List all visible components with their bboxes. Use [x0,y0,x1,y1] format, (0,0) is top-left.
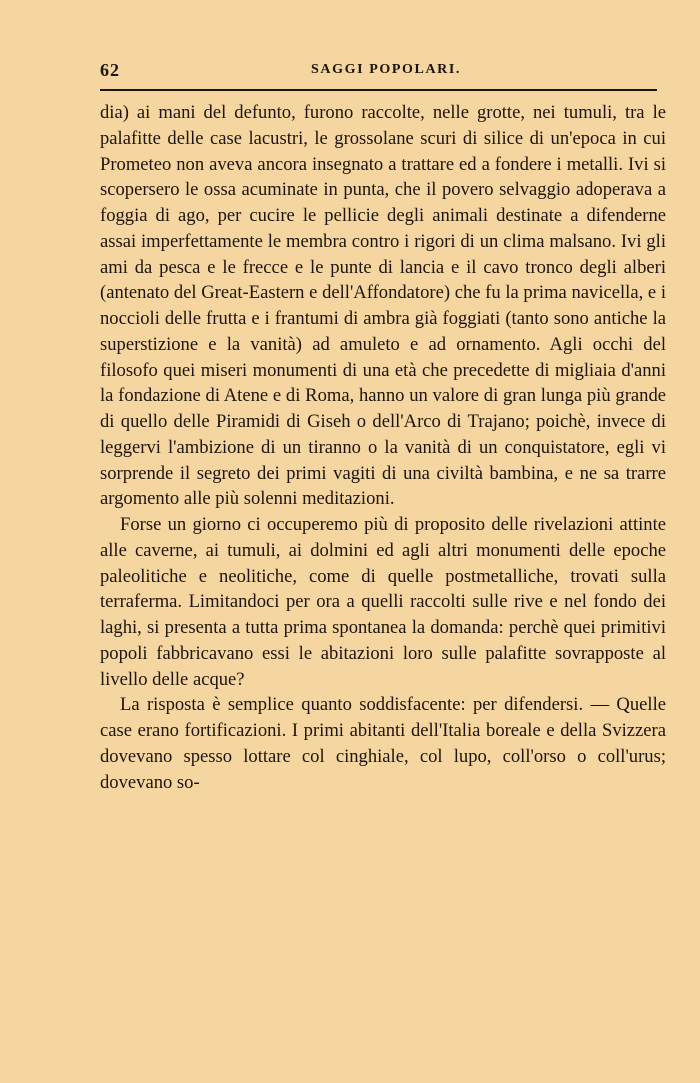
page-number: 62 [100,60,120,80]
paragraph: dia) ai mani del defunto, furono raccolte, nelle grotte, nei tumuli, tra le palafitte delle case lacustri, le grossolane scuri di silice di un'epoca in cui Prometeo non aveva ancora insegnato a trattare ed a fondere i metalli. Ivi si scopersero le ossa acuminate in punta, che il povero selvaggio adoperava a foggia di ago, per cucire le pellicie degli animali destinate a difenderne assai imperfettamente le membra contro i rigori di un clima malsano. Ivi gli ami da pesca e le frecce e le punte di lancia e il cavo tronco degli alberi (antenato del Great-Eastern e dell'Affondatore) che fu la prima navicella, e i noccioli delle frutta e i frantumi di ambra già foggiati (tanto sono antiche la superstizione e la vanità) ad amuleto e ad ornamento. Agli occhi del filosofo quei miseri monumenti di una età che precedette di migliaia d'anni la fondazione di Atene e di Roma, hanno un valore di gran lunga più grande di quello delle Piramidi di Giseh o dell'Arco di Trajano; poichè, invece di leggervi l'ambizione di un tiranno o la vanità di un conquistatore, egli vi sorprende il segreto dei primi vagiti di una civiltà bambina, e ne sa trarre argomento alle più solenni meditazioni. [100,102,666,510]
running-head [100,54,657,84]
body-text [100,100,666,795]
paragraph: La risposta è semplice quanto soddisfacente: per difendersi. — Quelle case erano fortificazioni. I primi abitanti dell'Italia boreale e della Svizzera dovevano spesso lottare col cinghiale, col lupo, coll'orso o coll'urus; dovevano so- [100,694,666,793]
paragraph: Forse un giorno ci occuperemo più di proposito delle rivelazioni attinte alle caverne, ai tumuli, ai dolmini ed agli altri monumenti delle epoche paleolitiche e neolitiche, come di quelle postmetalliche, trovati sulla terraferma. Limitandoci per ora a quelli raccolti sulle rive e nel fondo dei laghi, si presenta a tutta prima spontanea la domanda: perchè quei primitivi popoli fabbricavano essi le abitazioni loro sulle palafitte sovrapposte al livello delle acque? [100,514,666,690]
header-rule [100,89,657,91]
running-title: SAGGI POPOLARI. [311,62,462,77]
